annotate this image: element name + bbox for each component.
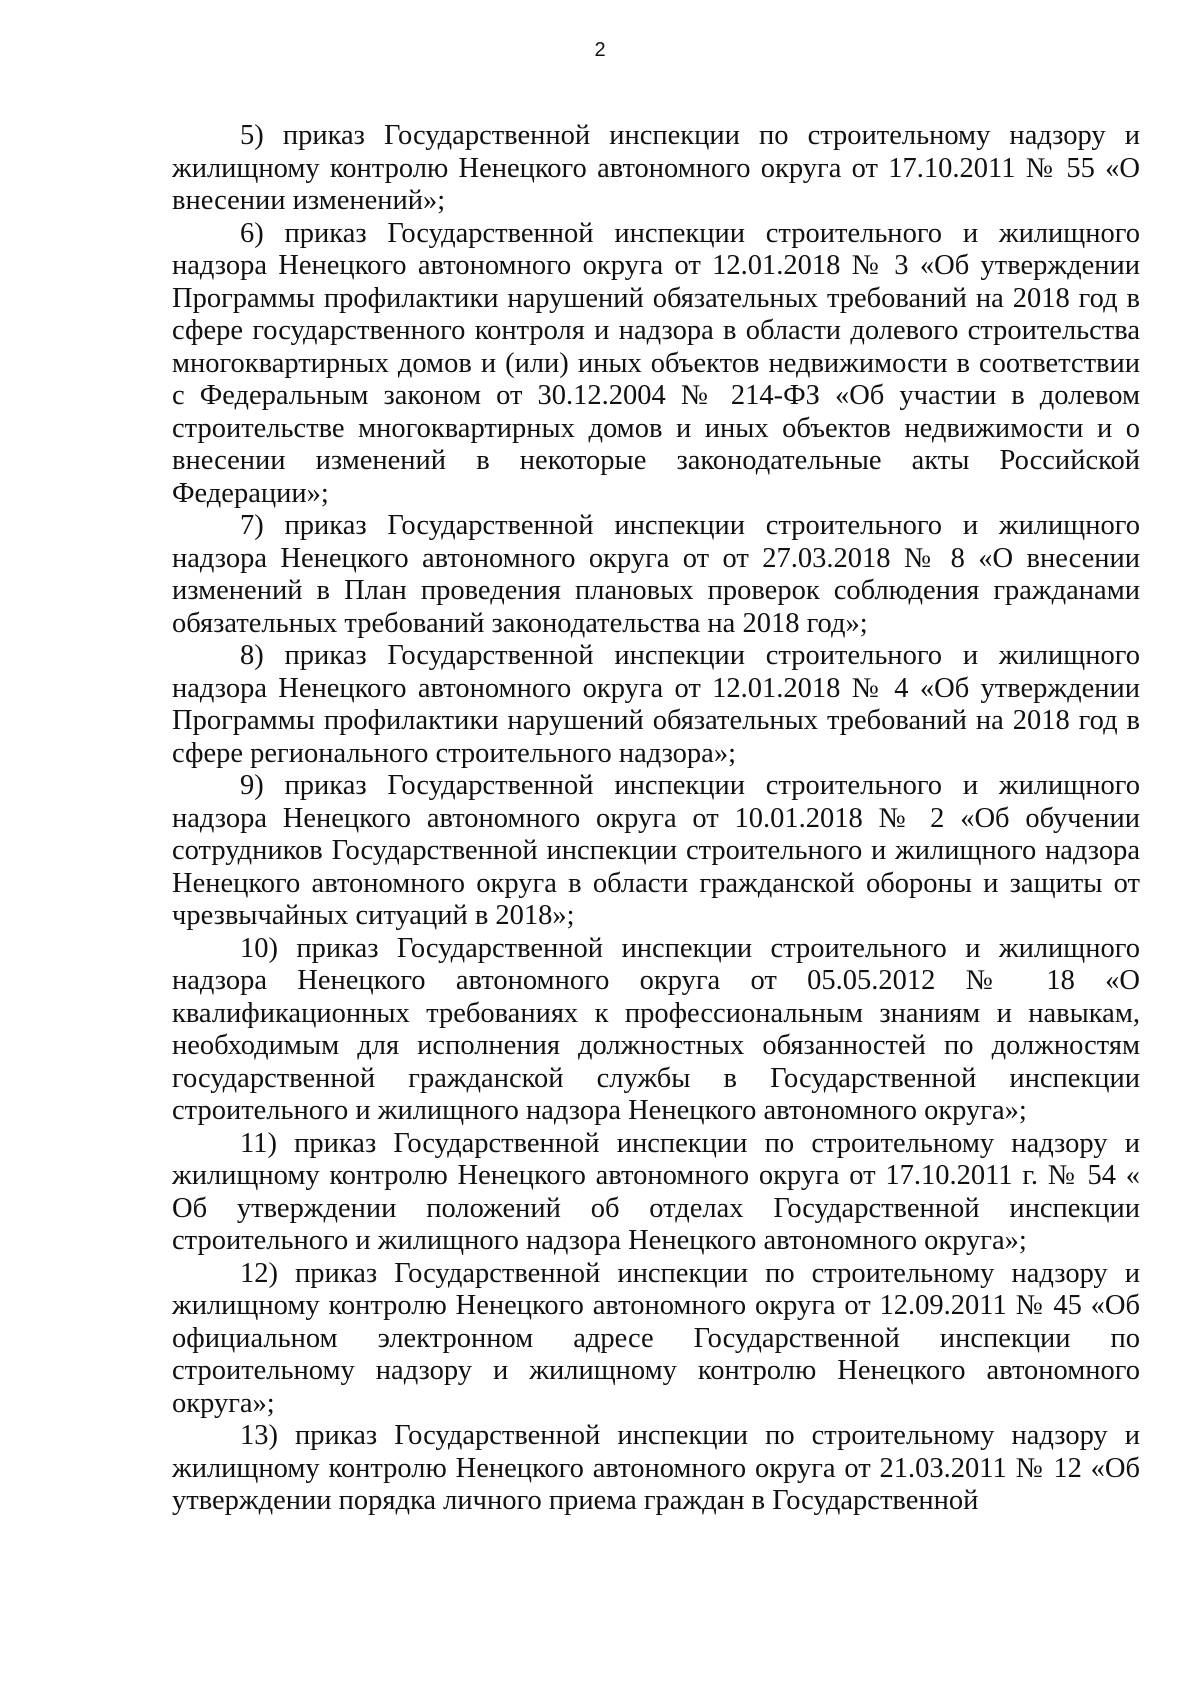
list-item-6: 6) приказ Государственной инспекции строительного и жилищного надзора Ненецкого автономного округа от 12.01.2018 № 3 «Об утверждении Программы профилактики нарушений обязательных требований на 2018 год в сфере государственного контроля и надзора в области долевого строительства многоквартирных домов и (или) иных объектов недвижимости в соответствии с Федеральным законом от 30.12.2004 № 214-ФЗ «Об участии в долевом строительстве многоквартирных домов и иных объектов недвижимости и о внесении изменений в некоторые законодательные акты Российской Федерации»; bbox=[172, 217, 1140, 509]
document-body bbox=[172, 120, 1140, 1518]
list-item-12: 12) приказ Государственной инспекции по строительному надзору и жилищному контролю Ненецкого автономного округа от 12.09.2011 № 45 «Об официальном электронном адресе Государственной инспекции по строительному надзору и жилищному контролю Ненецкого автономного округа»; bbox=[172, 1257, 1140, 1419]
list-item-13: 13) приказ Государственной инспекции по строительному надзору и жилищному контролю Ненецкого автономного округа от 21.03.2011 № 12 «Об утверждении порядка личного приема граждан в Государственной bbox=[172, 1420, 1140, 1516]
list-item-7: 7) приказ Государственной инспекции строительного и жилищного надзора Ненецкого автономного округа от от 27.03.2018 № 8 «О внесении изменений в План проведения плановых проверок соблюдения гражданами обязательных требований законодательства на 2018 год»; bbox=[172, 510, 1140, 639]
page-number: 2 bbox=[594, 39, 606, 61]
list-item-11: 11) приказ Государственной инспекции по строительному надзору и жилищному контролю Ненецкого автономного округа от 17.10.2011 г. № 54 « Об утверждении положений об отделах Государственной инспекции строительного и жилищного надзора Ненецкого автономного округа»; bbox=[172, 1127, 1140, 1256]
list-item-5: 5) приказ Государственной инспекции по строительному надзору и жилищному контролю Ненецкого автономного округа от 17.10.2011 № 55 «О внесении изменений»; bbox=[172, 120, 1140, 216]
list-item-8: 8) приказ Государственной инспекции строительного и жилищного надзора Ненецкого автономного округа от 12.01.2018 № 4 «Об утверждении Программы профилактики нарушений обязательных требований на 2018 год в сфере регионального строительного надзора»; bbox=[172, 640, 1140, 769]
list-item-9: 9) приказ Государственной инспекции строительного и жилищного надзора Ненецкого автономного округа от 10.01.2018 № 2 «Об обучении сотрудников Государственной инспекции строительного и жилищного надзора Ненецкого автономного округа в области гражданской обороны и защиты от чрезвычайных ситуаций в 2018»; bbox=[172, 770, 1140, 931]
list-item-10: 10) приказ Государственной инспекции строительного и жилищного надзора Ненецкого автономного округа от 05.05.2012 № 18 «О квалификационных требованиях к профессиональным знаниям и навыкам, необходимым для исполнения должностных обязанностей по должностям государственной гражданской службы в Государственной инспекции строительного и жилищного надзора Ненецкого автономного округа»; bbox=[172, 932, 1140, 1126]
